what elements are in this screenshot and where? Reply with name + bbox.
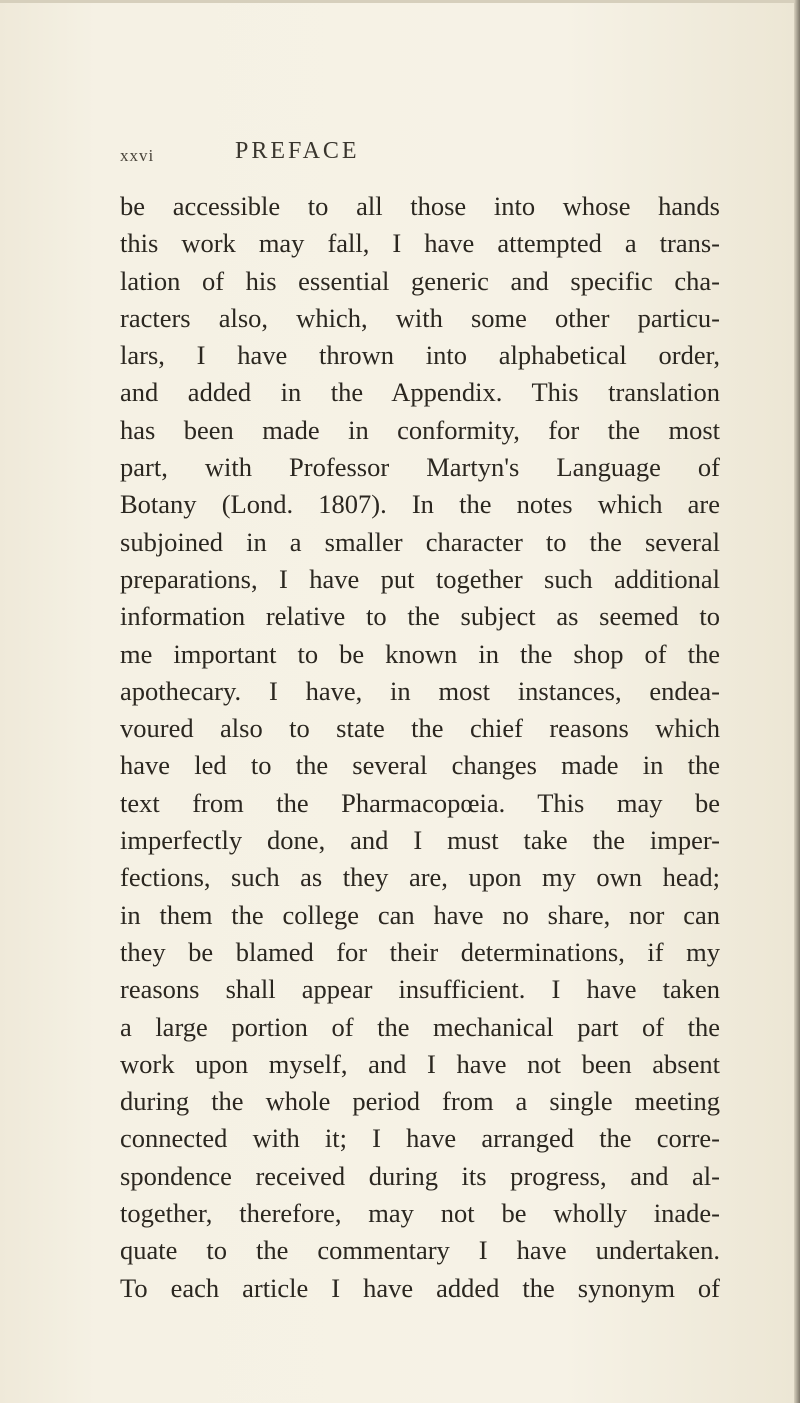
running-head: PREFACE — [235, 138, 360, 164]
text-line: they be blamed for their determinations, if my — [120, 936, 720, 967]
text-line: together, therefore, may not be wholly inade- — [120, 1198, 720, 1229]
text-line: has been made in conformity, for the most — [120, 414, 720, 445]
text-line: have led to the several changes made in the — [120, 750, 720, 781]
page-binding-edge — [794, 0, 800, 1403]
body-text — [120, 188, 720, 1307]
text-line: a large portion of the mechanical part of the — [120, 1011, 720, 1042]
text-line: this work may fall, I have attempted a trans- — [120, 228, 720, 259]
text-line: Botany (Lond. 1807). In the notes which are — [120, 489, 720, 520]
page-number: xxvi — [120, 146, 155, 165]
text-line: lation of his essential generic and specific cha- — [120, 265, 720, 296]
text-line: preparations, I have put together such additional — [120, 563, 720, 594]
text-line: information relative to the subject as seemed to — [120, 601, 720, 632]
text-line: quate to the commentary I have undertaken. — [120, 1235, 720, 1266]
text-line: lars, I have thrown into alphabetical order, — [120, 340, 720, 371]
text-line: voured also to state the chief reasons which — [120, 713, 720, 744]
page-top-edge — [0, 0, 800, 3]
text-line: me important to be known in the shop of the — [120, 638, 720, 669]
text-line: be accessible to all those into whose hands — [120, 191, 720, 221]
text-line: apothecary. I have, in most instances, endea- — [120, 675, 720, 706]
text-line: work upon myself, and I have not been absent — [120, 1048, 720, 1079]
text-line: spondence received during its progress, and al- — [120, 1160, 720, 1191]
text-line: racters also, which, with some other particu- — [120, 302, 720, 333]
text-line: imperfectly done, and I must take the imper- — [120, 825, 720, 856]
text-line: reasons shall appear insufficient. I have taken — [120, 974, 720, 1005]
page-header — [120, 138, 680, 174]
text-line: text from the Pharmacopœia. This may be — [120, 787, 720, 818]
text-line: subjoined in a smaller character to the several — [120, 526, 720, 557]
text-line: connected with it; I have arranged the corre- — [120, 1123, 720, 1154]
text-line: To each article I have added the synonym of — [120, 1272, 720, 1303]
text-line: in them the college can have no share, nor can — [120, 899, 720, 930]
text-line: and added in the Appendix. This translation — [120, 377, 720, 408]
text-line: fections, such as they are, upon my own head; — [120, 862, 720, 893]
text-line: during the whole period from a single meeting — [120, 1086, 720, 1117]
text-line: part, with Professor Martyn's Language of — [120, 452, 720, 483]
